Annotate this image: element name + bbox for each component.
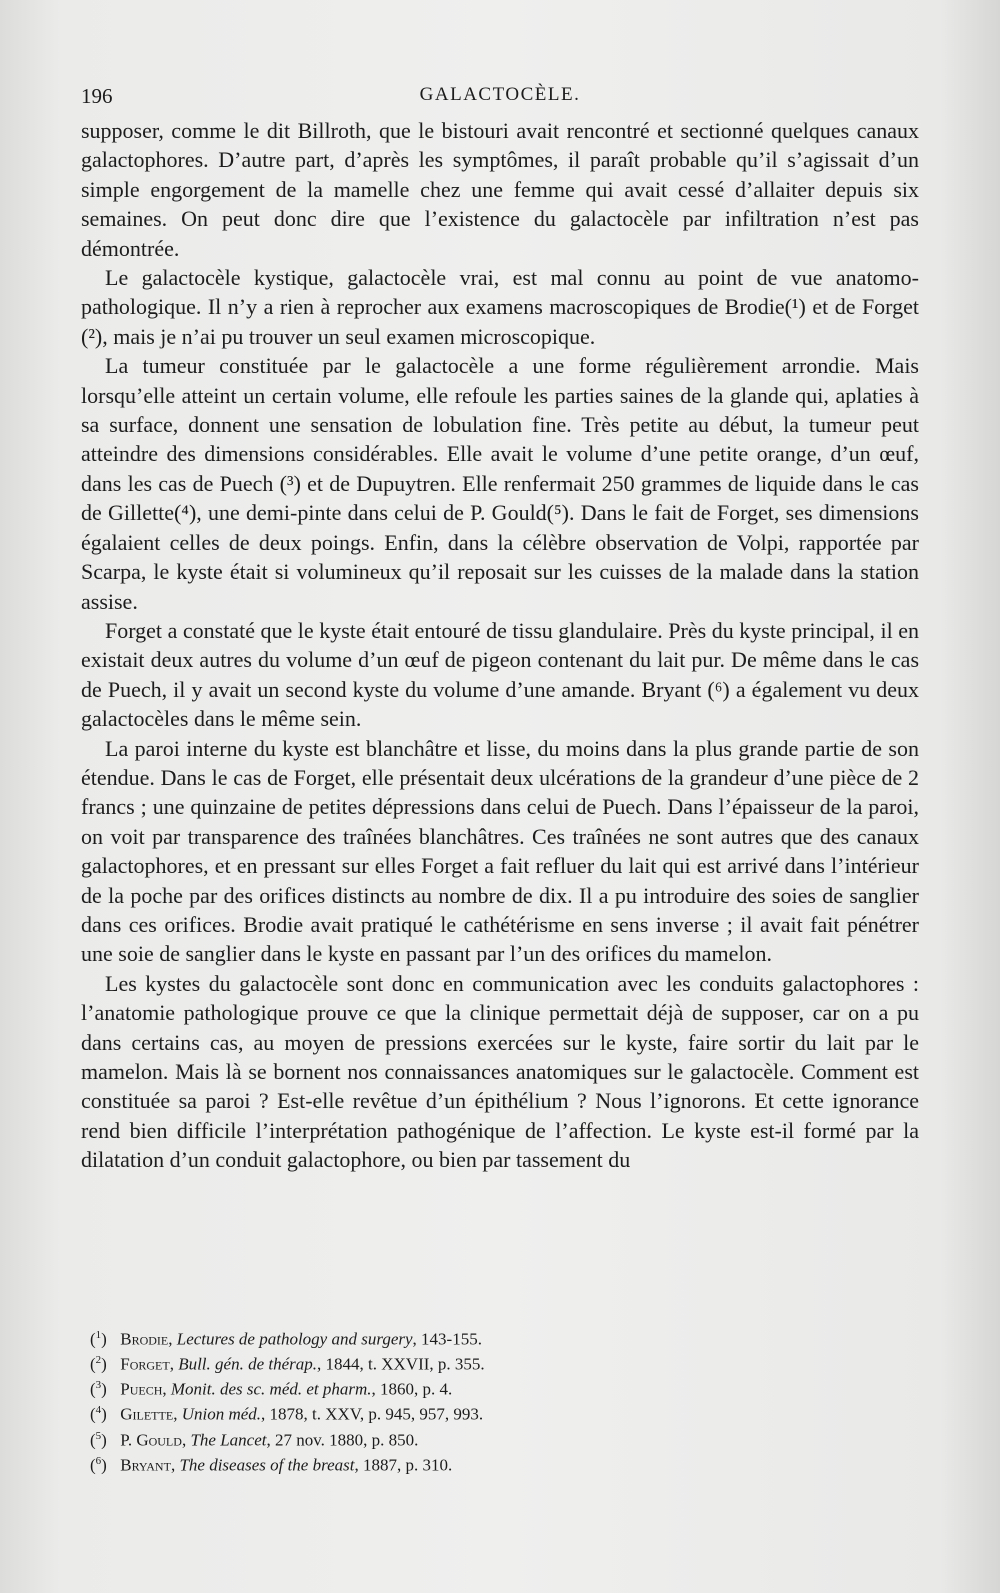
footnote-author: Brodie — [120, 1329, 169, 1349]
footnote-title: Union méd. — [181, 1405, 262, 1425]
footnote-title: Bull. gén. de thérap. — [178, 1354, 318, 1374]
footnote: ($^6$) Bryant, The diseases of the breast, 1887, p. 310. — [90, 1454, 453, 1475]
footnote-mark: 5 — [95, 1429, 102, 1442]
running-title: GALACTOCÈLE. — [419, 84, 581, 105]
footnote-details: , 1887, p. 310. — [354, 1455, 453, 1475]
footnote-details: , 27 nov. 1880, p. 850. — [266, 1430, 419, 1450]
footnote-author: Forget — [120, 1354, 170, 1374]
footnote-author: Gilette — [120, 1405, 174, 1425]
footnotes — [90, 1325, 790, 1476]
footnote: ($^3$) Puech, Monit. des sc. méd. et pharm., 1860, p. 4. — [90, 1379, 453, 1399]
footnote-title: Lectures de pathology and surgery — [176, 1329, 413, 1349]
paragraph: La paroi interne du kyste est blanchâtre et lisse, du moins dans la plus grande partie de son étendue. Dans le cas de Forget, elle présentait deux ulcérations de la grandeur d’une pièce de 2 francs ; une quinzaine de petites dépressions dans celui de Puech. Dans l’épaisseur de la paroi, on voit par transparence des traînées blanchâtres. Ces traînées ne sont autres que des canaux galactophores, et en pressant sur elles Forget a fait refluer du lait qui est arrivé dans l’intérieur de la poche par des orifices distincts au nombre de dix. Il a pu introduire des soies de sanglier dans ces orifices. Brodie avait pratiqué le cathétérisme en sens inverse ; il avait fait pénétrer une soie de sanglier dans le kyste en passant par l’un des orifices du mamelon. — [81, 735, 919, 967]
paragraph: Le galactocèle kystique, galactocèle vrai, est mal connu au point de vue anatomo-pathologique. Il n’y a rien à reprocher aux examens macroscopiques de Brodie(¹) et de Forget (²), mais je n’ai pu trouver un seul examen microscopique. — [81, 265, 919, 349]
footnote: ($^2$) Forget, Bull. gén. de thérap., 1844, t. XXVII, p. 355. — [90, 1354, 485, 1374]
footnote-mark: 1 — [95, 1329, 102, 1341]
footnote-details: , 143-155. — [412, 1329, 482, 1349]
paragraph: Forget a constaté que le kyste était entouré de tissu glandulaire. Près du kyste principal, il en existait deux autres du volume d’un œuf de pigeon contenant du lait pur. De même dans le cas de Puech, il y avait un second kyste du volume d’une amande. Bryant (⁶) a également vu deux galactocèles dans le même sein. — [81, 617, 919, 732]
footnote-mark: 4 — [95, 1404, 102, 1417]
footnote-title: The Lancet — [190, 1430, 267, 1450]
body-text — [81, 116, 919, 1175]
footnote-mark: 3 — [95, 1379, 102, 1392]
page-number: 196 — [81, 84, 113, 108]
footnote-title: Monit. des sc. méd. et pharm. — [170, 1379, 372, 1399]
footnote-author: Bryant — [120, 1455, 171, 1475]
paragraph: La tumeur constituée par le galactocèle a une forme régulièrement arrondie. Mais lorsqu’elle atteint un certain volume, elle refoule les parties saines de la glande qui, aplaties à sa surface, donnent une sensation de lobulation fine. Très petite au début, la tumeur peut atteindre des dimensions considérables. Elle avait le volume d’une petite orange, d’un œuf, dans les cas de Puech (³) et de Dupuytren. Elle renfermait 250 grammes de liquide dans le cas de Gillette(⁴), une demi-pinte dans celui de P. Gould(⁵). Dans le fait de Forget, ses dimensions égalaient celles de deux poings. Enfin, dans la célèbre observation de Volpi, rapportée par Scarpa, le kyste était si volumineux qu’il reposait sur les cuisses de la malade dans la station assise. — [81, 353, 919, 614]
footnote-mark: 2 — [95, 1354, 102, 1367]
footnote: ($^4$) Gilette, Union méd., 1878, t. XXV, p. 945, 957, 993. — [90, 1404, 484, 1425]
footnote-details: , 1878, t. XXV, p. 945, 957, 993. — [261, 1405, 484, 1425]
footnote-mark: 6 — [95, 1454, 102, 1467]
paragraph: Les kystes du galactocèle sont donc en communication avec les conduits galactophores : l’anatomie pathologique prouve ce que la clinique permettait déjà de supposer, car on a pu dans certains cas, au moyen de pressions exercées sur le kyste, faire sortir du lait par le mamelon. Mais là se bornent nos connaissances anatomiques sur le galactocèle. Comment est constituée sa paroi ? Est-elle revêtue d’un épithélium ? Nous l’ignorons. Et cette ignorance rend bien difficile l’interprétation pathogénique de l’affection. Le kyste est-il formé par la dilatation d’un conduit galactophore, ou bien par tassement du — [81, 970, 919, 1173]
page-header — [81, 84, 919, 112]
footnote-details: , 1844, t. XXVII, p. 355. — [317, 1354, 485, 1374]
footnote-details: , 1860, p. 4. — [371, 1379, 453, 1399]
footnote-title: The diseases of the breast — [179, 1455, 355, 1475]
footnote: ($^5$) P. Gould, The Lancet, 27 nov. 1880, p. 850. — [90, 1429, 419, 1450]
paragraph: supposer, comme le dit Billroth, que le bistouri avait rencontré et sectionné quelques canaux galactophores. D’autre part, d’après les symptômes, il paraît probable qu’il s’agissait d’un simple engorgement de la mamelle chez une femme qui avait cessé d’allaiter depuis six semaines. On peut donc dire que l’existence du galactocèle par infiltration n’est pas démontrée. — [81, 118, 919, 261]
footnote-author: Puech — [120, 1379, 163, 1399]
footnote-author: P. Gould — [120, 1430, 182, 1450]
footnote: ($^1$) Brodie, Lectures de pathology and surgery, 143-155. — [90, 1329, 482, 1349]
